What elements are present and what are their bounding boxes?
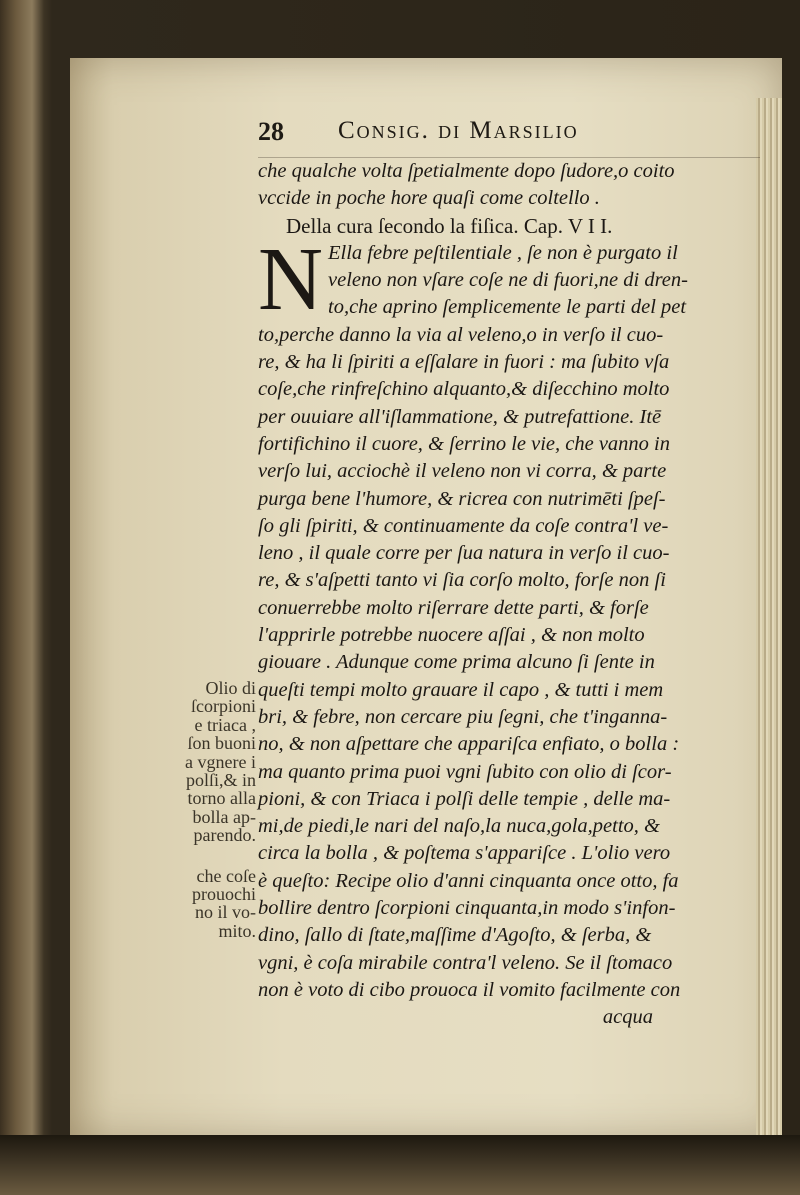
page-edge-stack (756, 98, 782, 1195)
text-line: pioni, & con Triaca i polſi delle tempie , delle ma- (258, 787, 671, 810)
margin-line: ſcorpioni (191, 696, 256, 717)
text-line: ma quanto prima puoi vgni ſubito con olio di ſcor- (258, 760, 672, 783)
text-line: circa la bolla , & poſtema s'appariſce . L'olio vero (258, 842, 671, 865)
marginal-notes (176, 679, 256, 940)
margin-line: parendo. (193, 825, 256, 846)
margin-line: no il vo- (195, 902, 256, 923)
text-line: che qualche volta ſpetialmente dopo ſudore,o coito (258, 160, 675, 182)
text-line: re, & s'aſpetti tanto vi ſia corſo molto, forſe non ſi (258, 569, 666, 592)
margin-line: torno alla (187, 788, 256, 809)
page-number: 28 (258, 117, 284, 146)
drop-capital: N (258, 229, 323, 329)
text-line: ſo gli ſpiriti, & continuamente da coſe contra'l ve- (258, 514, 669, 537)
margin-line: bolla ap- (192, 806, 256, 827)
margin-line: che coſe (196, 865, 256, 886)
running-head: Consig. di Marsilio (338, 117, 579, 144)
text-line: to,perche danno la via al veleno,o in verſo il cuo- (258, 323, 664, 346)
text-line: vgni, è coſa mirabile contra'l veleno. Se il ſtomaco (258, 951, 673, 974)
catchword: acqua (602, 1006, 653, 1029)
book-bottom-edge (0, 1135, 800, 1195)
text-line: fortifichino il cuore, & ſerrino le vie, che vanno in (258, 432, 671, 455)
text-line: verſo lui, acciochè il veleno non vi corra, & parte (258, 460, 667, 483)
text-line: mi,de piedi,le nari del naſo,la nuca,gola,petto, & (258, 815, 660, 838)
text-line: giouare . Adunque come prima alcuno ſi ſente in (258, 651, 655, 674)
main-text (258, 158, 728, 1032)
text-line: to,che aprino ſemplicemente le parti del pet (328, 296, 687, 319)
margin-line: Olio di (205, 678, 256, 698)
dropcap-paragraph (258, 229, 728, 329)
text-line: bri, & febre, non cercare piu ſegni, che t'inganna- (258, 705, 668, 728)
margin-line: ſon buoni (187, 733, 256, 754)
text-line: queſti tempi molto grauare il capo , & tutti i mem (258, 678, 664, 701)
text-line: dino, ſallo di ſtate,maſſime d'Agoſto, & ſerba, & (258, 924, 652, 947)
text-line: per ouuiare all'iſlammatione, & putrefattione. Itē (258, 405, 662, 428)
margin-line: e triaca , (194, 714, 256, 735)
margin-line: mito. (218, 920, 256, 941)
text-line: vccide in poche hore quaſi come coltello . (258, 187, 600, 210)
margin-line: prouochi (192, 883, 256, 904)
page-header (258, 117, 760, 157)
chapter-heading: Della cura ſecondo la fiſica. Cap. V I I. (286, 213, 613, 238)
text-line: re, & ha li ſpiriti a eſſalare in fuori : ma ſubito vſa (258, 351, 670, 374)
text-line: bollire dentro ſcorpioni cinquanta,in modo s'infon- (258, 897, 676, 920)
margin-line: a vgnere i (185, 751, 256, 772)
text-line: coſe,che rinfreſchino alquanto,& diſecchino molto (258, 378, 670, 401)
text-line: non è voto di cibo prouoca il vomito facilmente con (258, 978, 681, 1001)
text-line: no, & non aſpettare che appariſca enfiato, o bolla : (258, 733, 680, 756)
text-line: leno , il quale corre per ſua natura in verſo il cuo- (258, 542, 670, 565)
text-line: conuerrebbe molto riſerrare dette parti, & forſe (258, 596, 649, 619)
text-line: purga bene l'humore, & ricrea con nutrimēti ſpeſ- (258, 487, 666, 510)
text-line: veleno non vſare coſe ne di fuori,ne di dren- (328, 269, 688, 292)
text-line: Ella febre peſtilentiale , ſe non è purgato il (328, 241, 678, 264)
margin-line: polſi,& in (185, 769, 256, 790)
text-line: l'apprirle potrebbe nuocere aſſai , & non molto (258, 624, 645, 647)
text-line: è queſto: Recipe olio d'anni cinquanta once otto, fa (258, 869, 679, 892)
margin-gap (176, 845, 256, 867)
